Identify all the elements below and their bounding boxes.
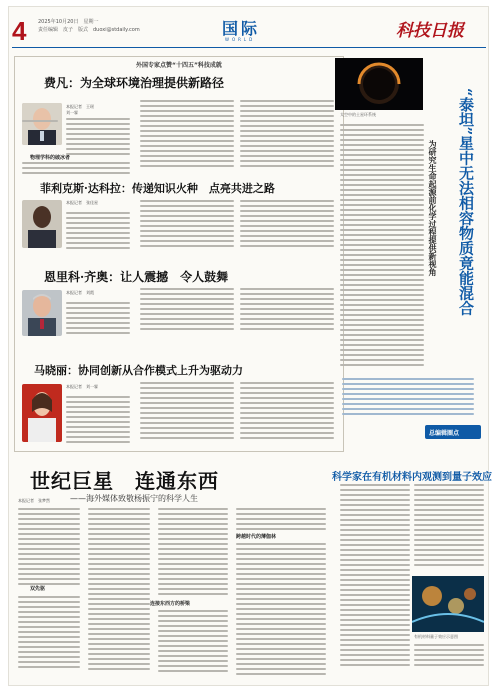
- article-1-text-col1: [66, 118, 130, 158]
- article-2-text-col1: [66, 212, 130, 252]
- editor-comment-badge: [425, 425, 481, 439]
- feature-text-col1b: [18, 596, 80, 671]
- article-3-text-col3: [240, 288, 334, 333]
- article-3-byline: 本报记者 刘霞: [66, 290, 94, 295]
- article-4-headline: 马晓丽：协同创新从合作模式上升为驱动力: [34, 364, 243, 377]
- organic-material-image: [412, 576, 484, 632]
- article-1-text-col3: [240, 100, 334, 170]
- feature-subhead-1: 连接东西方的桥梁: [150, 601, 191, 607]
- feature-subhead-2: 跨越时代的薄伽林: [236, 534, 277, 540]
- article-4-text-col3: [240, 382, 334, 442]
- editor-comment-badge-label: 总编辑圈点: [429, 430, 460, 437]
- article-4-text-col1: [66, 396, 130, 446]
- feature-subtitle: ——海外媒体致敬杨振宁的科学人生: [70, 494, 198, 503]
- subhead-1: 物理学科的破冰者: [30, 155, 71, 161]
- feature-text-col3: [158, 508, 228, 598]
- page-header: [12, 16, 482, 48]
- feature-title: 世纪巨星 连通东西: [30, 469, 219, 493]
- portrait-enrico-zio: [22, 290, 62, 336]
- portrait-ma-xiaoli: [22, 384, 62, 442]
- quantum-article-text-col2: [414, 484, 484, 569]
- page-number: 4: [12, 16, 27, 46]
- feature-byline: 本报记者 张梦然: [18, 498, 50, 503]
- organic-material-caption: 有机材料量子效应示意图: [414, 634, 458, 639]
- portrait-felix-dakora: [22, 200, 62, 248]
- right-article-headline: “泰坦”星中无法相容物质竟能混合: [457, 88, 475, 316]
- quantum-article-headline: 科学家在有机材料内观测到量子效应: [332, 472, 492, 483]
- quantum-article-text-col1: [340, 484, 410, 669]
- article-4-byline: 本报记者 刘一霖: [66, 384, 98, 389]
- article-2-text-col3: [240, 200, 334, 250]
- section-title-en: WORLD: [225, 37, 256, 42]
- article-1-text-col1b: [22, 162, 130, 177]
- feature-subhead-0: 双先驱: [30, 586, 46, 592]
- feature-text-col4b: [236, 543, 326, 678]
- feature-text-col2: [88, 508, 150, 673]
- feature-text-col3b: [158, 610, 228, 675]
- issue-date: 2025年10月20日 星期一: [38, 19, 99, 25]
- saturn-ring-image: [335, 58, 423, 110]
- article-1-text-col2: [140, 100, 234, 170]
- article-3-headline: 恩里科·齐奥：让人震撼 令人鼓舞: [44, 270, 229, 284]
- article-4-text-col2: [140, 382, 234, 442]
- series-title: 外国专家点赞“十四五”科技成就: [136, 62, 222, 69]
- feature-text-col4: [236, 508, 326, 533]
- saturn-image-caption: 太空中的土星环系统: [340, 112, 376, 117]
- right-article-text-col1: [340, 124, 424, 369]
- right-article-subtitle: 为研究生命起源前化学过程提供新视角: [428, 140, 437, 276]
- section-title: 国际: [222, 19, 261, 38]
- editor-comment: [342, 378, 474, 426]
- editor-info: 责任编辑 皮子 版式 duoxi@stdaily.com: [38, 27, 140, 33]
- article-2-headline: 菲利克斯·达科拉：传递知识火种 点亮共进之路: [40, 182, 275, 195]
- article-2-text-col2: [140, 200, 234, 250]
- quantum-article-text-col2b: [414, 644, 484, 669]
- newspaper-logo: 科技日报: [396, 21, 464, 41]
- article-3-text-col2: [140, 288, 234, 333]
- feature-text-col1: [18, 508, 80, 588]
- header-rule: [12, 47, 486, 48]
- article-3-text-col1: [66, 302, 130, 337]
- article-2-byline: 本报记者 张佳星: [66, 200, 98, 205]
- article-1-headline: 费凡：为全球环境治理提供新路径: [44, 76, 225, 90]
- article-1-byline: 本报记者 王瑶 刘一霖: [66, 104, 94, 115]
